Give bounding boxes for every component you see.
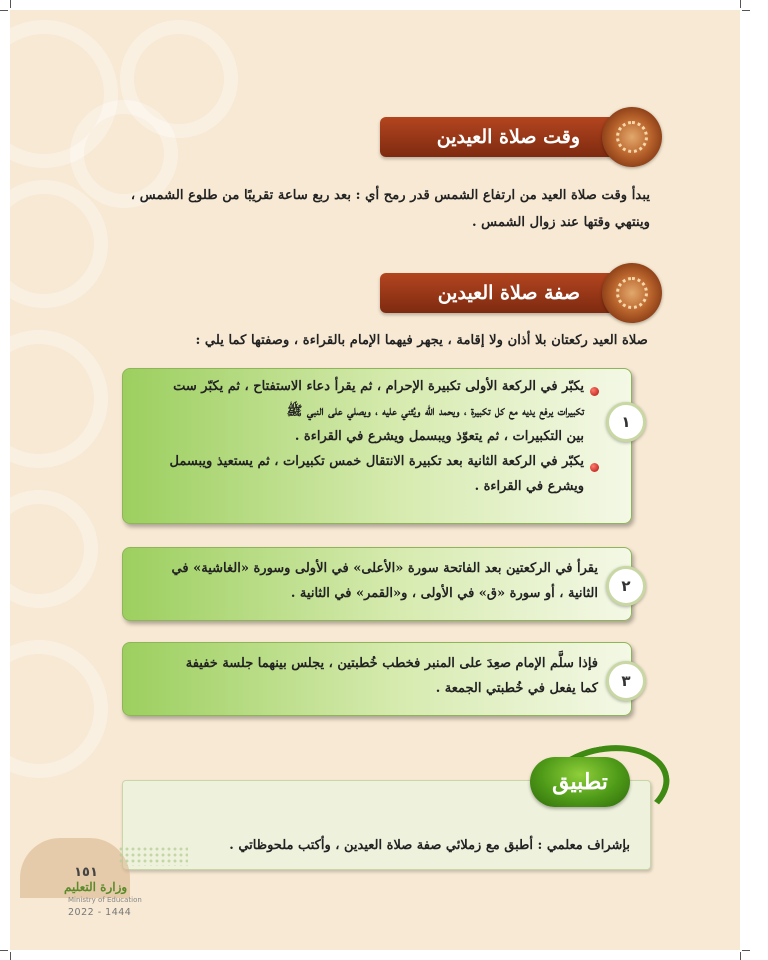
background-ornament bbox=[10, 490, 98, 608]
time-paragraph bbox=[90, 182, 650, 236]
step-number-badge: ٢ bbox=[606, 566, 646, 606]
red-bullet-icon bbox=[590, 463, 599, 472]
step-line: تكبيرات يرفع يديه مع كل تكبيرة ، ويحمد اللّه ويُثني عليه ، ويصلي على النبي ﷺ bbox=[286, 404, 584, 419]
ministry-english-text: Ministry of Education bbox=[68, 896, 142, 904]
description-intro: صلاة العيد ركعتان بلا أذان ولا إقامة ، يجهر فيهما الإمام بالقراءة ، وصفتها كما يلي : bbox=[195, 333, 648, 348]
crop-mark bbox=[740, 0, 741, 8]
step-line: كما يفعل في خُطبتي الجمعة . bbox=[435, 681, 598, 696]
crop-mark bbox=[742, 950, 750, 951]
section-title-text: وقت صلاة العيدين bbox=[436, 126, 580, 148]
ministry-logo-text: وزارة التعليم bbox=[64, 880, 128, 894]
step-number-badge: ١ bbox=[606, 402, 646, 442]
step-line: يكبّر في الركعة الثانية بعد تكبيرة الانتقال خمس تكبيرات ، ثم يستعيذ ويبسمل bbox=[169, 454, 584, 469]
step-line: بين التكبيرات ، ثم يتعوّذ ويبسمل ويشرع في القراءة . bbox=[294, 429, 584, 444]
step-line: يقرأ في الركعتين بعد الفاتحة سورة «الأعلى» في الأولى وسورة «الغاشية» في bbox=[171, 561, 598, 576]
application-text: بإشراف معلمي : أطبق مع زملائي صفة صلاة العيدين ، وأكتب ملحوظاتي . bbox=[229, 838, 630, 853]
red-bullet-icon bbox=[590, 387, 599, 396]
paragraph-line: يبدأ وقت صلاة العيد من ارتفاع الشمس قدر رمح أي : بعد ربع ساعة تقريبًا من طلوع الشمس ، bbox=[130, 188, 650, 203]
edition-year: 2022 - 1444 bbox=[68, 907, 132, 918]
step-line: ويشرع في القراءة . bbox=[474, 479, 584, 494]
textbook-page bbox=[10, 10, 740, 950]
crop-mark bbox=[10, 0, 11, 8]
crop-mark bbox=[0, 10, 8, 11]
crop-mark bbox=[742, 10, 750, 11]
step-text-3 bbox=[128, 651, 598, 701]
crop-mark bbox=[740, 952, 741, 960]
step-text-2 bbox=[128, 556, 598, 606]
crop-mark bbox=[0, 950, 8, 951]
crop-mark bbox=[10, 952, 11, 960]
background-ornament bbox=[10, 330, 108, 468]
section-title-text: صفة صلاة العيدين bbox=[437, 282, 580, 304]
step-text-1 bbox=[128, 374, 584, 499]
application-badge: تطبيق bbox=[530, 757, 630, 807]
dot-pattern-decoration bbox=[118, 846, 188, 866]
page-number: ١٥١ bbox=[74, 865, 98, 880]
background-ornament bbox=[120, 20, 238, 138]
step-line: الثانية ، أو سورة «ق» في الأولى ، و«القمر» في الثانية . bbox=[290, 586, 598, 601]
ornament-medal-icon bbox=[602, 263, 662, 323]
paragraph-line: وينتهي وقتها عند زوال الشمس . bbox=[472, 215, 650, 230]
step-line: يكبّر في الركعة الأولى تكبيرة الإحرام ، ثم يقرأ دعاء الاستفتاح ، ثم يكبّر ست bbox=[173, 379, 584, 394]
ornament-medal-icon bbox=[602, 107, 662, 167]
step-line: فإذا سلَّم الإمام صعِدَ على المنبر فخطب خُطبتين ، يجلس بينهما جلسة خفيفة bbox=[185, 656, 598, 671]
background-ornament bbox=[10, 640, 108, 778]
step-number-badge: ٣ bbox=[606, 661, 646, 701]
